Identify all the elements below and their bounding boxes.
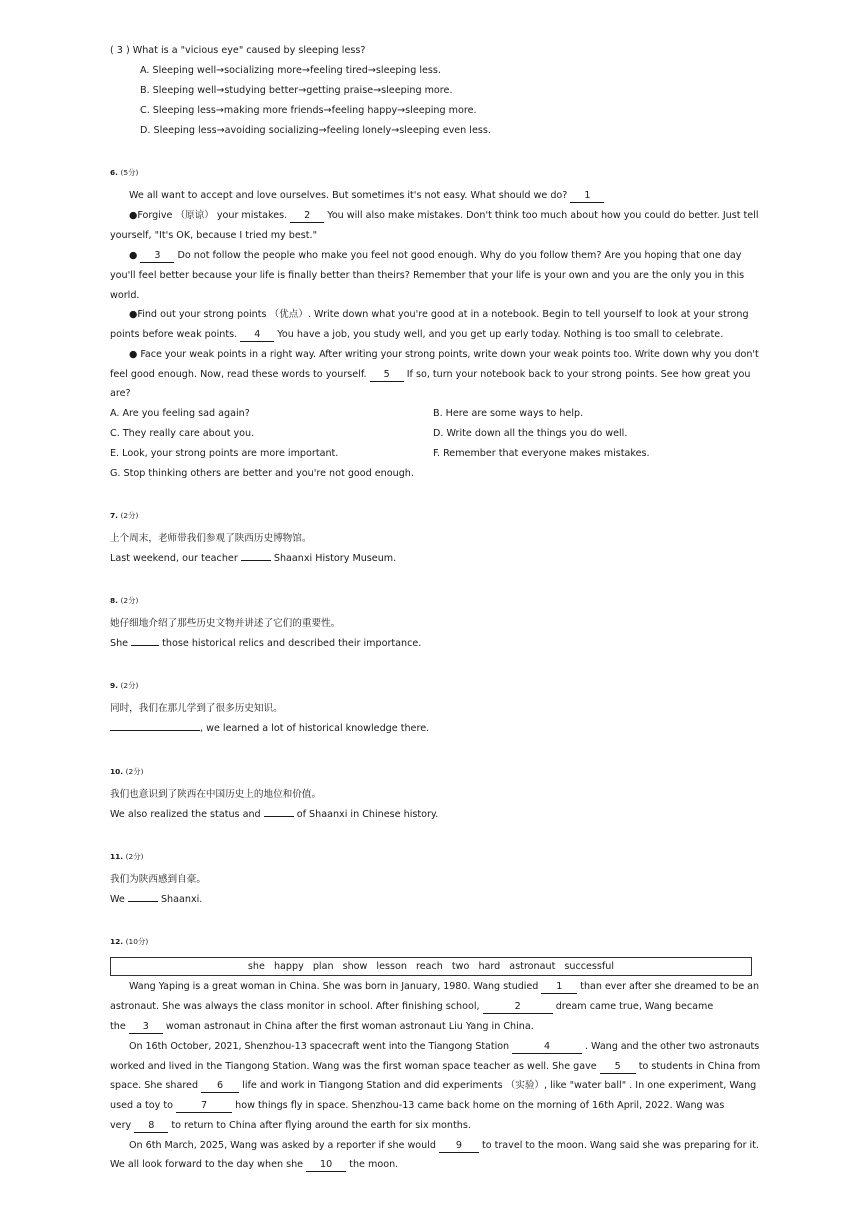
q11-english: We Shaanxi. [110,894,203,905]
q12-line2: astronaut. She was always the class monitor in school. After finishing school, 2 dream came true, Wang became [110,1001,714,1012]
q10-english: We also realized the status and of Shaanxi in Chinese history. [110,809,439,820]
q6-para3-line2: you'll feel better because your life is finally better than theirs? Remember that your life is your own and you are the only you in this [110,270,745,281]
q6-para3-line1: ● 3 Do not follow the people who make you feel not good enough. Why do you follow them? Are you hoping that one day [129,250,742,261]
q12-blank-7[interactable]: 7 [176,1100,232,1113]
q6-option-b: B. Here are some ways to help. [433,408,584,419]
q12-line5: worked and lived in the Tiangong Station. Wang was the first woman space teacher as well. She gave 5 to students in China from [110,1061,761,1072]
q11-chinese: 我们为陕西感到自豪。 [110,874,206,885]
q3-option-d: D. Sleeping less→avoiding socializing→feeling lonely→sleeping even less. [140,125,491,136]
q12-line9: On 6th March, 2025, Wang was asked by a reporter if she would 9 to travel to the moon. Wang said she was preparing for it. [129,1140,759,1151]
q10-number: 10. (2分) [110,767,144,776]
q12-line1: Wang Yaping is a great woman in China. She was born in January, 1980. Wang studied 1 than ever after she dreamed to be an [129,981,760,992]
q12-word-bank: she happy plan show lesson reach two hard astronaut successful [110,957,752,976]
q6-para4-line2: points before weak points. 4 You have a job, you study well, and you get up early today. Nothing is too small to celebrate. [110,329,724,340]
q10-blank[interactable] [264,816,294,817]
q12-number: 12. (10分) [110,937,149,946]
q12-blank-3[interactable]: 3 [129,1021,163,1034]
q9-number: 9. (2分) [110,681,139,690]
q6-blank-1[interactable]: 1 [570,190,604,203]
q7-number: 7. (2分) [110,511,139,520]
q11-number: 11. (2分) [110,852,144,861]
q7-english: Last weekend, our teacher Shaanxi History Museum. [110,553,397,564]
q8-number: 8. (2分) [110,596,139,605]
q12-blank-6[interactable]: 6 [201,1080,239,1093]
q12-line7: used a toy to 7 how things fly in space. Shenzhou-13 came back home on the morning of 16th April, 2022. Wang was [110,1100,725,1111]
q9-english: , we learned a lot of historical knowledge there. [110,722,760,736]
q3-option-c: C. Sleeping less→making more friends→feeling happy→sleeping more. [140,105,477,116]
q12-line10: We all look forward to the day when she 10 the moon. [110,1159,399,1170]
q6-option-f: F. Remember that everyone makes mistakes. [433,448,650,459]
q12-line3: the 3 woman astronaut in China after the first woman astronaut Liu Yang in China. [110,1021,534,1032]
q12-line4: On 16th October, 2021, Shenzhou-13 spacecraft went into the Tiangong Station 4 . Wang and the other two astronauts [129,1041,760,1052]
q6-para5-line2: feel good enough. Now, read these words to yourself. 5 If so, turn your notebook back to your strong points. See how great you [110,369,751,380]
q3-option-b: B. Sleeping well→studying better→getting praise→sleeping more. [140,85,453,96]
q6-blank-5[interactable]: 5 [370,369,404,382]
q6-para5-line1: ● Face your weak points in a right way. After writing your strong points, write down your weak points too. Write down why you don't [129,349,759,360]
q6-option-c: C. They really care about you. [110,428,255,439]
q6-para1: We all want to accept and love ourselves. But sometimes it's not easy. What should we do? 1 [129,189,779,203]
q8-chinese: 她仔细地介绍了那些历史文物并讲述了它们的重要性。 [110,618,341,629]
q3-stem: ( 3 ) What is a "vicious eye" caused by sleeping less? [110,45,366,56]
q7-blank[interactable] [241,560,271,561]
q6-blank-2[interactable]: 2 [290,210,324,223]
q8-blank[interactable] [131,645,159,646]
q6-blank-4[interactable]: 4 [240,329,274,342]
q6-option-a: A. Are you feeling sad again? [110,408,250,419]
q9-blank[interactable] [110,730,200,731]
q3-option-a: A. Sleeping well→socializing more→feeling tired→sleeping less. [140,65,441,76]
q6-para4-line1: ●Find out your strong points （优点）. Write down what you're good at in a notebook. Begin to tell yourself to look at your strong [129,309,749,320]
q12-blank-5[interactable]: 5 [600,1061,636,1074]
q6-option-e: E. Look, your strong points are more important. [110,448,339,459]
q12-blank-2[interactable]: 2 [483,1001,553,1014]
q6-para5-line3: are? [110,388,131,399]
q6-para2-line2: yourself, "It's OK, because I tried my best." [110,230,318,241]
q6-number: 6. (5分) [110,168,139,177]
q12-blank-4[interactable]: 4 [512,1041,582,1054]
q12-blank-10[interactable]: 10 [306,1159,346,1172]
q11-blank[interactable] [128,901,158,902]
q6-blank-3[interactable]: 3 [140,250,174,263]
q12-blank-1[interactable]: 1 [541,981,577,994]
q12-blank-9[interactable]: 9 [439,1140,479,1153]
q7-chinese: 上个周末，老师带我们参观了陕西历史博物馆。 [110,533,312,544]
q12-blank-8[interactable]: 8 [134,1120,168,1133]
q6-para2-line1: ●Forgive （原谅） your mistakes. 2 You will also make mistakes. Don't think too much about how you could do better. Just tell [129,210,759,221]
q6-option-g: G. Stop thinking others are better and you're not good enough. [110,468,414,479]
q6-para3-line3: world. [110,290,140,301]
q12-line6: space. She shared 6 life and work in Tiangong Station and did experiments （实验）, like "water ball" . In one experiment, Wang [110,1080,757,1091]
q8-english: She those historical relics and described their importance. [110,638,422,649]
q12-line8: very 8 to return to China after flying around the earth for six months. [110,1120,471,1131]
q9-chinese: 同时，我们在那儿学到了很多历史知识。 [110,703,283,714]
q10-chinese: 我们也意识到了陕西在中国历史上的地位和价值。 [110,789,322,800]
q6-option-d: D. Write down all the things you do well. [433,428,628,439]
